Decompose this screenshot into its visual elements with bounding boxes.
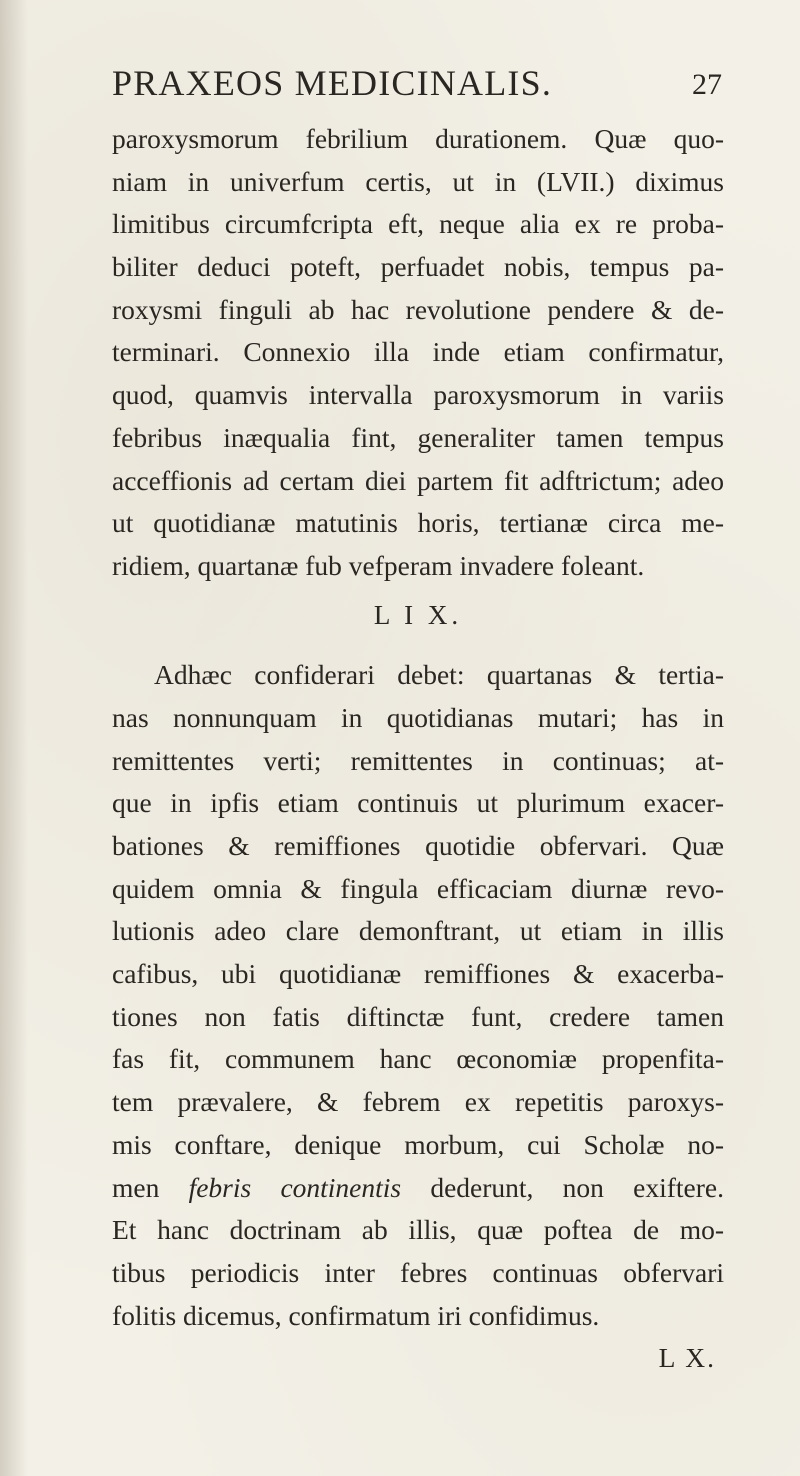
text-line: Adhæc confiderari debet: quartanas & tertia- [154, 659, 724, 691]
paragraph-2 [112, 654, 724, 1337]
text-line: tibus periodicis inter febres continuas obfervari [112, 1256, 724, 1288]
page-gutter-shadow [0, 0, 28, 1476]
page-number: 27 [692, 68, 722, 101]
text-line: quod, quamvis intervalla paroxysmorum in variis [112, 379, 724, 411]
section-heading: L I X. [373, 599, 463, 630]
text-run: dederunt, non exiftere. [401, 1171, 724, 1203]
catchword: L X. [658, 1342, 716, 1374]
text-line: fas fit, communem hanc œconomiæ propenfita- [112, 1043, 724, 1075]
running-head: PRAXEOS MEDICINALIS. [112, 63, 553, 103]
text-line-with-italic [112, 1167, 724, 1210]
text-line: limitibus circumfcripta eft, neque alia ex re proba- [112, 208, 724, 240]
text-line: biliter deduci poteft, perfuadet nobis, tempus pa- [112, 251, 724, 283]
text-line: ridiem, quartanæ fub vefperam invadere foleant. [112, 549, 645, 581]
text-run: men [112, 1171, 189, 1203]
text-line: mis conftare, denique morbum, cui Scholæ no- [112, 1128, 724, 1160]
text-line: que in ipfis etiam continuis ut plurimum exacer- [112, 787, 724, 819]
text-line: niam in univerfum certis, ut in (LVII.) diximus [112, 165, 724, 197]
text-line: lutionis adeo clare demonftrant, ut etiam in illis [112, 915, 724, 947]
text-line: acceffionis ad certam diei partem fit adftrictum; adeo [112, 464, 724, 496]
text-line: tem prævalere, & febrem ex repetitis paroxys- [112, 1086, 724, 1118]
text-line: nas nonnunquam in quotidianas mutari; has in [112, 701, 724, 733]
text-line: quidem omnia & fingula efficaciam diurnæ revo- [112, 872, 724, 904]
text-line: Et hanc doctrinam ab illis, quæ poftea de mo- [112, 1214, 724, 1246]
paragraph-1 [112, 118, 724, 588]
text-line: paroxysmorum febrilium durationem. Quæ quo- [112, 123, 724, 154]
italic-term: febris continentis [188, 1171, 402, 1203]
text-line: folitis dicemus, confirmatum iri confidimus. [112, 1299, 600, 1331]
text-line: terminari. Connexio illa inde etiam confirmatur, [112, 336, 724, 368]
page-body [112, 118, 724, 1380]
text-line: bationes & remiffiones quotidie obfervari. Quæ [112, 830, 724, 861]
text-line: ut quotidianæ matutinis horis, tertianæ circa me- [112, 507, 724, 539]
text-line: tiones non fatis diftinctæ funt, credere tamen [112, 1000, 724, 1032]
page-header [112, 62, 722, 112]
text-line: febribus inæqualia fint, generaliter tamen tempus [112, 421, 724, 453]
text-line: cafibus, ubi quotidianæ remiffiones & exacerba- [112, 958, 724, 990]
text-line: roxysmi finguli ab hac revolutione pendere & de- [112, 293, 724, 325]
text-line: remittentes verti; remittentes in continuas; at- [112, 744, 724, 776]
